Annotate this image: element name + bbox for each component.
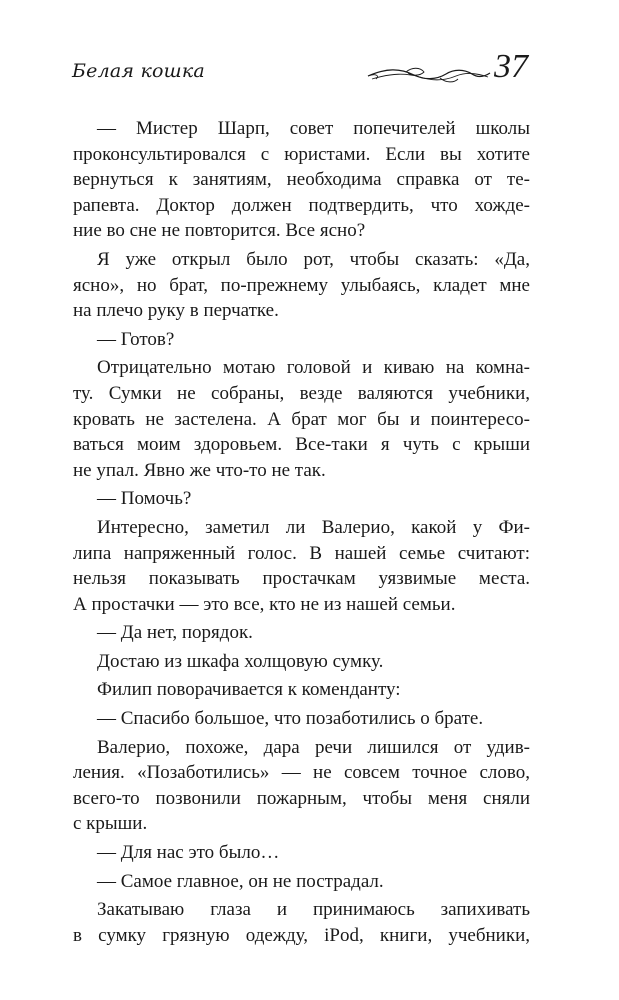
text-line: вернуться к занятиям, необходима справка от те- — [73, 169, 530, 191]
text-line: Филип поворачивается к коменданту: — [97, 679, 401, 701]
text-line: нельзя показывать простачкам уязвимые места. — [73, 568, 530, 590]
text-line: в сумку грязную одежду, iPod, книги, учебники, — [73, 924, 530, 946]
text-line: — Спасибо большое, что позаботились о брате. — [97, 708, 484, 730]
text-line: — Готов? — [97, 328, 175, 350]
text-line: — Для нас это было… — [97, 842, 280, 864]
text-line: — Самое главное, он не пострадал. — [97, 870, 384, 892]
text-line: Достаю из шкафа холщовую сумку. — [97, 650, 384, 672]
flourish-ornament-icon — [366, 64, 492, 86]
text-line: ту. Сумки не собраны, везде валяются учебники, — [73, 382, 530, 404]
text-line: А простачки — это все, кто не из нашей семьи. — [73, 593, 456, 615]
text-line: — Мистер Шарп, совет попечителей школы — [97, 118, 530, 139]
text-line: проконсультировался с юристами. Если вы хотите — [73, 143, 530, 165]
text-line: рапевта. Доктор должен подтвердить, что хожде- — [73, 194, 530, 216]
text-line: Валерио, похоже, дара речи лишился от удив- — [97, 736, 530, 758]
text-line: Отрицательно мотаю головой и киваю на комна- — [97, 357, 530, 379]
text-line: кровать не застелена. А брат мог бы и поинтересо- — [73, 408, 530, 430]
text-line: — Да нет, порядок. — [97, 622, 253, 644]
text-line: Я уже открыл было рот, чтобы сказать: «Да, — [97, 248, 530, 270]
page-header — [70, 46, 530, 90]
text-line: — Помочь? — [97, 488, 192, 510]
text-line: ваться моим здоровьем. Все-таки я чуть с крыши — [73, 434, 530, 456]
text-line: Закатываю глаза и принимаюсь запихивать — [97, 899, 530, 921]
running-title: Белая кошка — [72, 60, 205, 82]
text-line: не упал. Явно же что-то не так. — [73, 459, 326, 481]
text-line: ние во сне не повторится. Все ясно? — [73, 220, 366, 242]
text-line: липа напряженный голос. В нашей семье считают: — [73, 542, 530, 564]
text-line: Интересно, заметил ли Валерио, какой у Фи- — [97, 516, 530, 538]
text-line: всего-то позвонили пожарным, чтобы меня сняли — [73, 787, 530, 809]
body-text — [73, 116, 530, 948]
text-line: с крыши. — [73, 813, 148, 835]
text-line: ления. «Позаботились» — не совсем точное слово, — [73, 762, 530, 784]
text-line: на плечо руку в перчатке. — [73, 300, 279, 322]
page-number: 37 — [494, 48, 528, 85]
text-line: ясно», но брат, по-прежнему улыбаясь, кладет мне — [73, 274, 530, 296]
